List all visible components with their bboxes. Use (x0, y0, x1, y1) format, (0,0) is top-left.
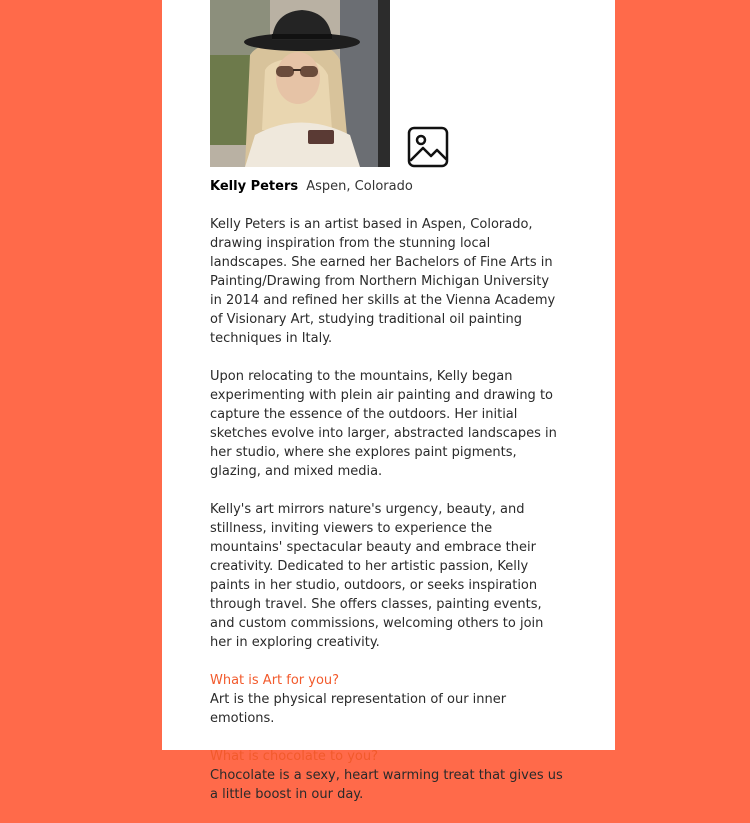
qa-item (210, 747, 564, 804)
qa-item (210, 671, 564, 728)
bio-paragraph-2: Upon relocating to the mountains, Kelly began experimenting with plein air painting and drawing to capture the essence of the outdoors. Her initial sketches evolve into larger, abstracted landscapes in her studio, where she explores paint pigments, glazing, and mixed media. (210, 369, 557, 479)
bio-paragraph-3: Kelly's art mirrors nature's urgency, beauty, and stillness, inviting viewers to experience the mountains' spectacular beauty and embrace their creativity. Dedicated to her artistic passion, Kelly paints in her studio, outdoors, or seeks inspiration through travel. She offers classes, painting events, and custom commissions, welcoming others to join her in exploring creativity. (210, 502, 544, 650)
profile-card (162, 0, 615, 802)
bio-paragraph-1: Kelly Peters is an artist based in Aspen, Colorado, drawing inspiration from the stunning local landscapes. She earned her Bachelors of Fine Arts in Painting/Drawing from Northern Michigan University in 2014 and refined her skills at the Vienna Academy of Visionary Art, studying traditional oil painting techniques in Italy. (210, 217, 556, 346)
name-line (210, 177, 564, 196)
qa-question: What is Art for you? (210, 673, 340, 688)
artist-name: Kelly Peters (210, 179, 299, 194)
profile-content (210, 177, 564, 823)
artist-location: Aspen, Colorado (306, 179, 413, 194)
profile-photo-graphic (210, 0, 390, 167)
qa-answer: Chocolate is a sexy, heart warming treat that gives us a little boost in our day. (210, 768, 563, 802)
qa-question: What is chocolate to you? (210, 749, 379, 764)
image-icon (407, 126, 449, 168)
profile-photo (210, 0, 390, 167)
qa-answer: Art is the physical representation of our inner emotions. (210, 692, 507, 726)
